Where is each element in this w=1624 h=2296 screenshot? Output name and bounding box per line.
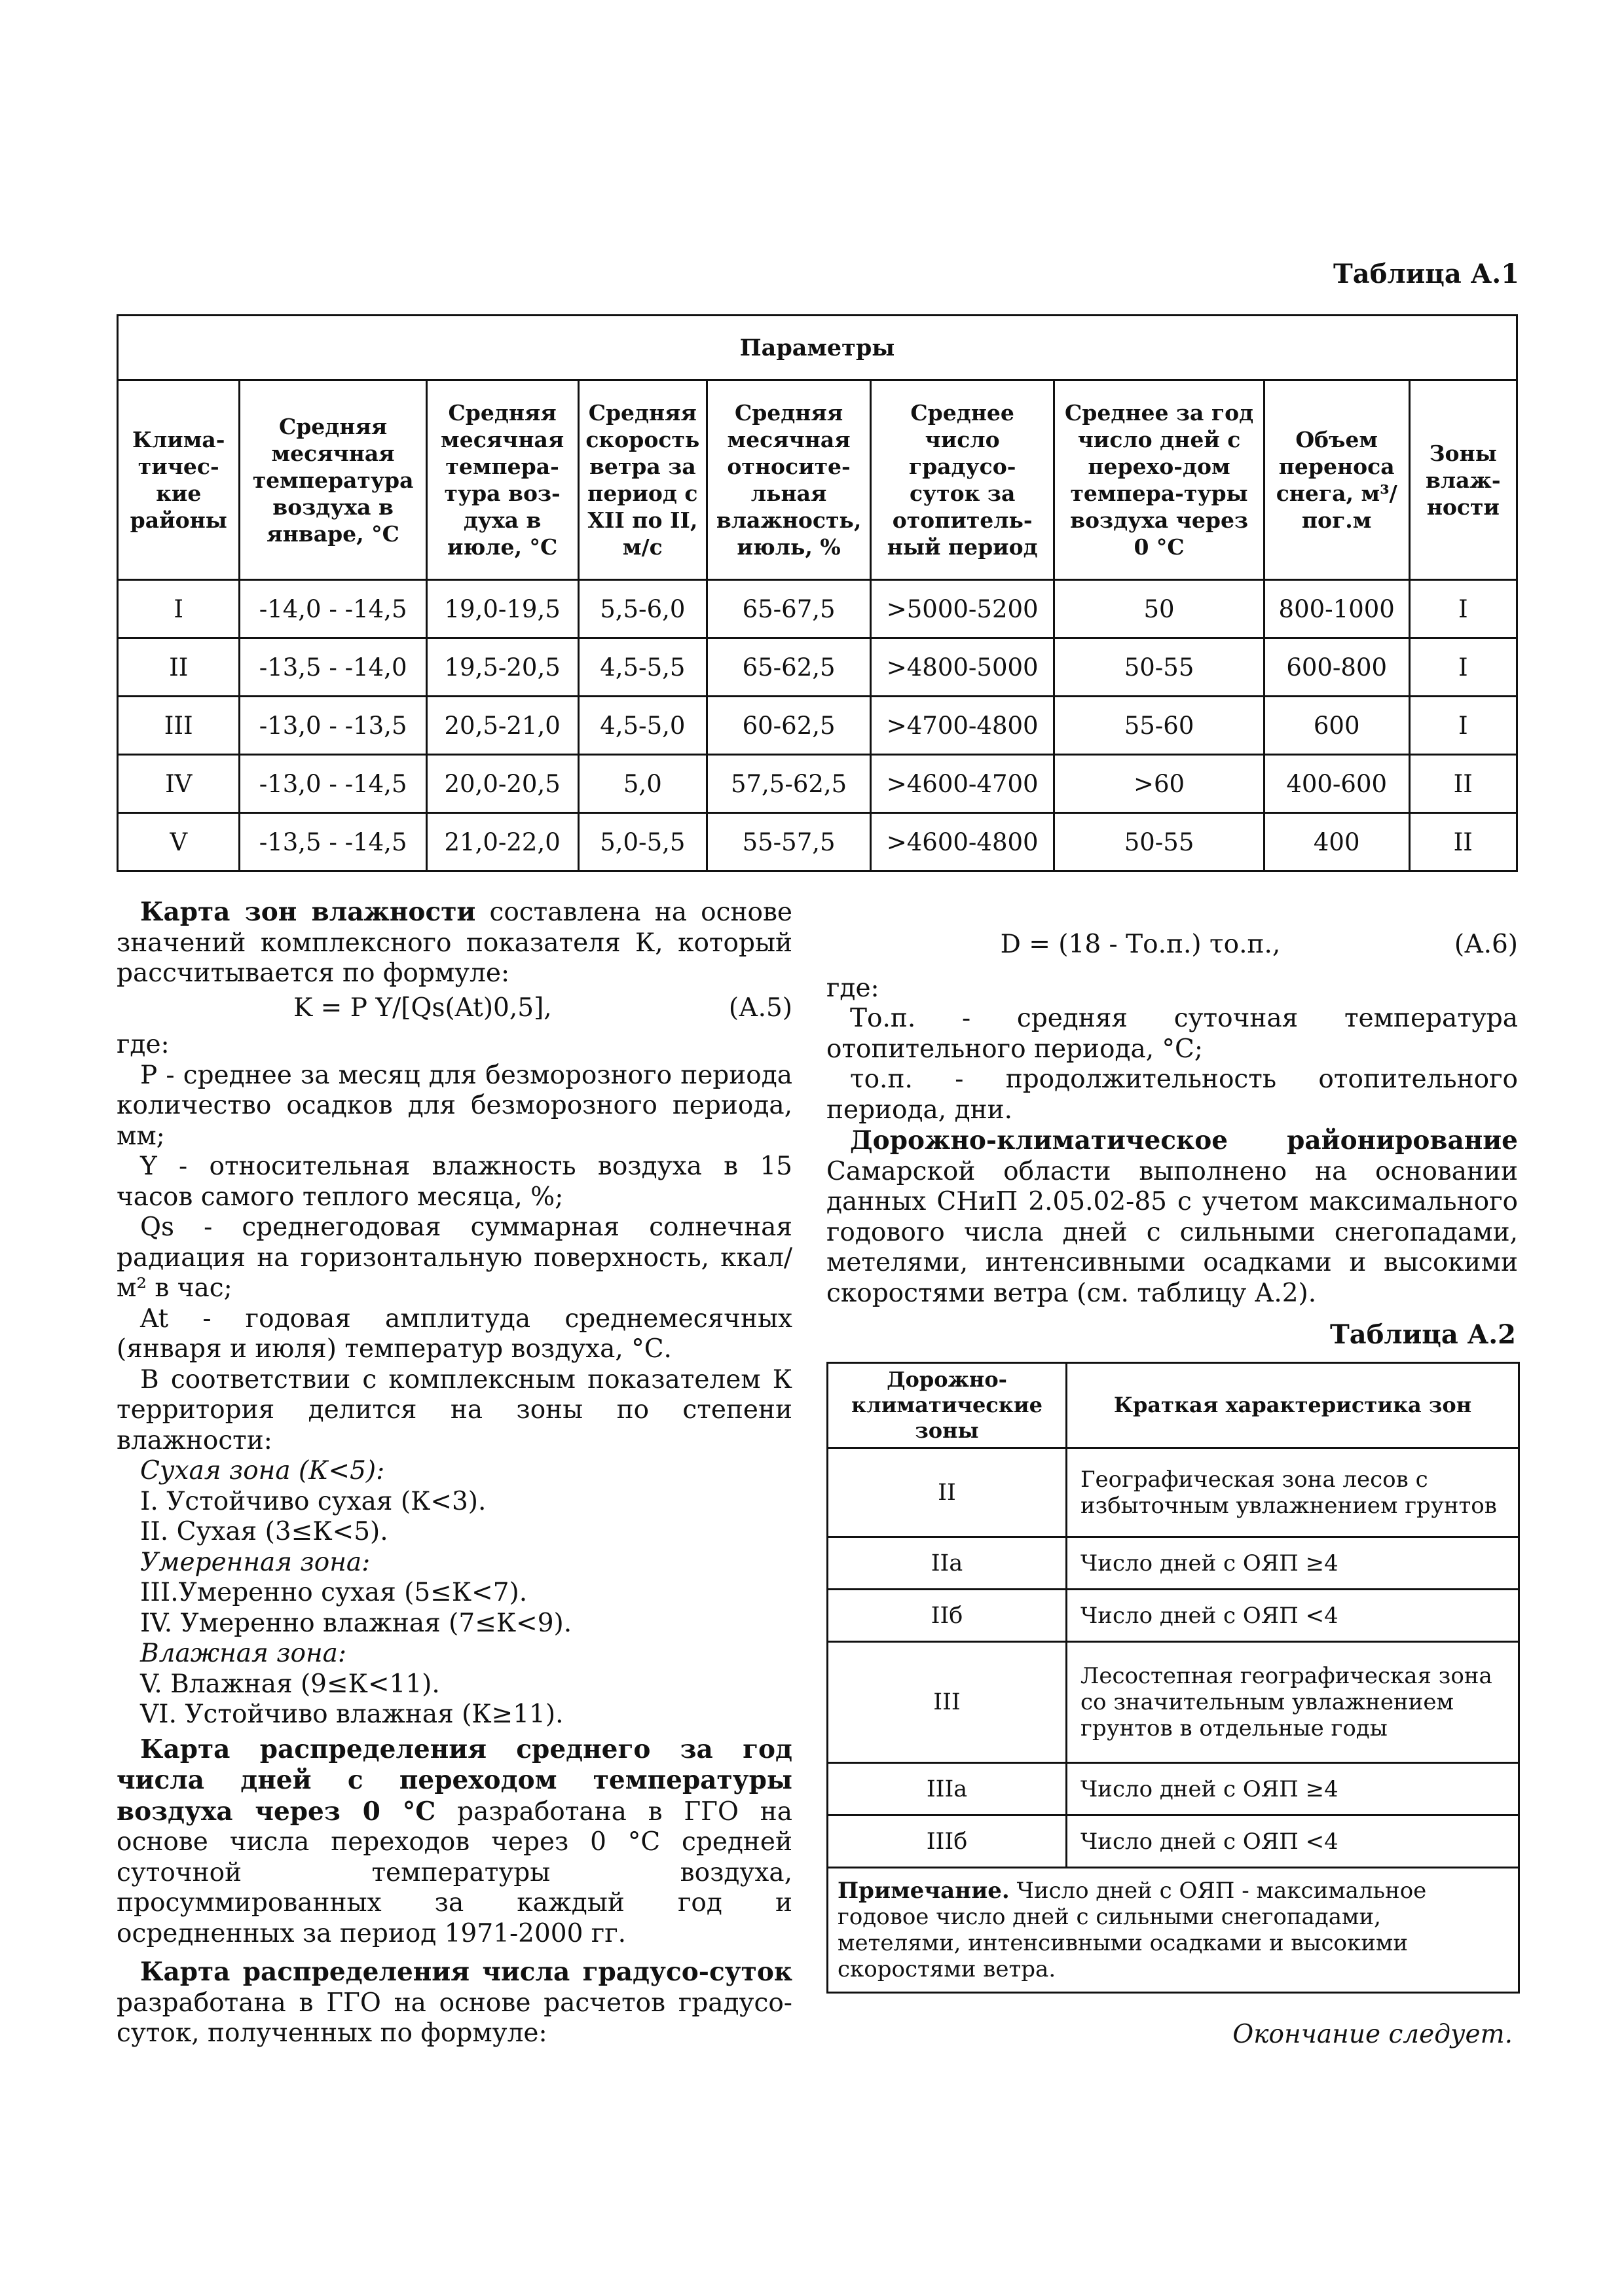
zone-item: III.Умеренно сухая (5≤К<7). <box>140 1578 528 1607</box>
definition: Y - относительная влажность воздуха в 15 часов самого теплого месяца, %; <box>117 1152 792 1212</box>
table-cell: V <box>118 813 240 871</box>
paragraph-degree-days-map <box>117 1957 792 2049</box>
table-row <box>828 1590 1519 1642</box>
definition: Tо.п. - средняя суточная температура отопительного периода, °С; <box>826 1004 1518 1064</box>
table-cell: 50-55 <box>1054 813 1264 871</box>
table-cell: IV <box>118 755 240 813</box>
zone-item: VI. Устойчиво влажная (К≥11). <box>140 1700 564 1729</box>
table-cell: >4800-5000 <box>871 638 1054 697</box>
table-cell: 600-800 <box>1264 638 1409 697</box>
col-header-jul-temp: Средняя месячная темпера-тура воз-духа в июле, °С <box>426 380 578 580</box>
table-cell: IIIа <box>828 1763 1067 1815</box>
col-header-characteristics: Краткая характеристика зон <box>1067 1363 1519 1448</box>
continuation-note: Окончание следует. <box>1232 2020 1513 2049</box>
table-cell: 400-600 <box>1264 755 1409 813</box>
zone-item: IV. Умеренно влажная (7≤К<9). <box>140 1608 572 1638</box>
table-cell: 65-62,5 <box>707 638 871 697</box>
col-header-snow-transfer: Объем переноса снега, м³/пог.м <box>1264 380 1409 580</box>
definition: Qs - среднегодовая суммарная солнечная радиация на горизонтальную поверхность, ккал/м² в час; <box>117 1212 792 1303</box>
formula-a5 <box>117 993 792 1024</box>
table-cell: II <box>118 638 240 697</box>
col-header-jan-temp: Средняя месячная температура воздуха в январе, °С <box>240 380 426 580</box>
zone-item: I. Устойчиво сухая (К<3). <box>140 1486 487 1516</box>
table-cell: 50 <box>1054 580 1264 638</box>
table-cell: I <box>1409 697 1517 755</box>
definition: τо.п. - продолжительность отопительного периода, дни. <box>826 1065 1518 1125</box>
paragraph-text: разработана в ГГО на основе числа переходов через 0 °С средней суточной температуры воздуха, просуммированных за каждый год и осредненных за период 1971-2000 гг. <box>117 1796 792 1948</box>
col-header-zones: Дорожно-климатические зоны <box>828 1363 1067 1448</box>
table-cell: 4,5-5,5 <box>578 638 707 697</box>
table-cell: 5,0 <box>578 755 707 813</box>
col-header-zero-crossings: Среднее за год число дней с перехо-дом темпера-туры воздуха через 0 °С <box>1054 380 1264 580</box>
zone-group-title: Сухая зона (К<5): <box>140 1456 385 1485</box>
bold-lead: Карта распределения числа градусо-суток <box>140 1957 792 1987</box>
paragraph-text: Самарской области выполнено на основании данных СНиП 2.05.02-85 с учетом максимального годового числа дней с сильными снегопадами, метелями, интенсивными осадками и высокими скоростями ветра (см. таблицу А.2). <box>826 1156 1518 1308</box>
table-cell: >60 <box>1054 755 1264 813</box>
table-cell: 4,5-5,0 <box>578 697 707 755</box>
formula-number: (А.5) <box>728 993 792 1023</box>
table-row <box>828 1448 1519 1537</box>
zone-group-title: Влажная зона: <box>140 1639 347 1668</box>
zones-intro: В соответствии с комплексным показателем К территория делится на зоны по степени влажности: <box>117 1364 792 1455</box>
table-cell: I <box>1409 638 1517 697</box>
paragraph-text: составлена на основе значений комплексного показателя К, который рассчитывается по формуле: <box>117 898 792 988</box>
formula-number: (А.6) <box>1454 930 1518 959</box>
table-cell: Число дней с ОЯП ≥4 <box>1067 1537 1519 1590</box>
table-a2 <box>826 1362 1520 1994</box>
table-cell: II <box>828 1448 1067 1537</box>
bold-lead: Карта зон влажности <box>140 897 476 927</box>
where-label: где: <box>826 973 879 1003</box>
params-header: Параметры <box>118 316 1517 380</box>
table-cell: Число дней с ОЯП ≥4 <box>1067 1763 1519 1815</box>
left-column <box>117 897 792 2049</box>
table-cell: Число дней с ОЯП <4 <box>1067 1815 1519 1868</box>
table-row <box>828 1537 1519 1590</box>
table-cell: 65-67,5 <box>707 580 871 638</box>
table-cell: III <box>828 1642 1067 1763</box>
table-cell: 50-55 <box>1054 638 1264 697</box>
table-cell: >4600-4800 <box>871 813 1054 871</box>
table-row <box>118 638 1517 697</box>
table-cell: >4600-4700 <box>871 755 1054 813</box>
table-cell: 55-60 <box>1054 697 1264 755</box>
table-cell: -13,0 - -13,5 <box>240 697 426 755</box>
table-cell: IIб <box>828 1590 1067 1642</box>
paragraph-moisture-map <box>117 897 792 989</box>
zone-item: V. Влажная (9≤К<11). <box>140 1669 440 1699</box>
table-cell: -14,0 - -14,5 <box>240 580 426 638</box>
definition: At - годовая амплитуда среднемесячных (января и июля) температур воздуха, °С. <box>117 1303 792 1364</box>
definition: P - среднее за месяц для безморозного периода количество осадков для безморозного периода, мм; <box>117 1060 792 1151</box>
table-cell: 21,0-22,0 <box>426 813 578 871</box>
right-column <box>826 930 1518 1309</box>
table-cell: IIа <box>828 1537 1067 1590</box>
paragraph-text: разработана в ГГО на основе расчетов градусо-суток, полученных по формуле: <box>117 1988 792 2048</box>
col-header-district: Клима-тичес-кие районы <box>118 380 240 580</box>
zone-item: II. Сухая (3≤К<5). <box>140 1517 388 1546</box>
table-cell: 55-57,5 <box>707 813 871 871</box>
note-label: Примечание. <box>838 1878 1010 1904</box>
formula-text: K = P Y/[Qs(At)0,5], <box>293 993 552 1023</box>
table-cell: Лесостепная географическая зона со значительным увлажнением грунтов в отдельные годы <box>1067 1642 1519 1763</box>
table-cell: 800-1000 <box>1264 580 1409 638</box>
table-cell: Число дней с ОЯП <4 <box>1067 1590 1519 1642</box>
table-row <box>828 1815 1519 1868</box>
table-row <box>118 755 1517 813</box>
table-a2-caption: Таблица А.2 <box>1330 1319 1516 1350</box>
table-cell: III <box>118 697 240 755</box>
table-row <box>118 813 1517 871</box>
table-cell: 20,5-21,0 <box>426 697 578 755</box>
bold-lead: Дорожно-климатическое районирование <box>850 1125 1518 1156</box>
bold-lead: Карта распределения среднего за год числа дней с переходом температуры воздуха через 0 °С <box>117 1734 792 1827</box>
table-a1 <box>117 314 1518 872</box>
table-note-row <box>828 1868 1519 1993</box>
table-cell: II <box>1409 755 1517 813</box>
table-cell: 5,5-6,0 <box>578 580 707 638</box>
col-header-wind: Средняя скорость ветра за период с XII по II, м/с <box>578 380 707 580</box>
table-cell: II <box>1409 813 1517 871</box>
table-cell: IIIб <box>828 1815 1067 1868</box>
table-cell: 20,0-20,5 <box>426 755 578 813</box>
table-cell: 400 <box>1264 813 1409 871</box>
table-note <box>828 1868 1519 1993</box>
col-header-moisture-zone: Зоны влаж-ности <box>1409 380 1517 580</box>
table-cell: >4700-4800 <box>871 697 1054 755</box>
col-header-degree-days: Среднее число градусо-суток за отопитель-ный период <box>871 380 1054 580</box>
table-cell: Географическая зона лесов с избыточным увлажнением грунтов <box>1067 1448 1519 1537</box>
table-cell: 57,5-62,5 <box>707 755 871 813</box>
col-header-humidity: Средняя месячная относите-льная влажность, июль, % <box>707 380 871 580</box>
table-cell: 5,0-5,5 <box>578 813 707 871</box>
table-cell: -13,5 - -14,5 <box>240 813 426 871</box>
paragraph-road-climate <box>826 1125 1518 1309</box>
table-row <box>828 1763 1519 1815</box>
table-cell: 600 <box>1264 697 1409 755</box>
formula-text: D = (18 - Tо.п.) τо.п., <box>1000 930 1281 959</box>
note-text: Число дней с ОЯП - максимальное годовое число дней с сильными снегопадами, метелями, интенсивными осадками и высокими скоростями ветра. <box>838 1878 1427 1982</box>
table-row <box>828 1642 1519 1763</box>
table-cell: 60-62,5 <box>707 697 871 755</box>
table-a1-caption: Таблица А.1 <box>1333 259 1519 289</box>
table-cell: I <box>118 580 240 638</box>
table-cell: 19,5-20,5 <box>426 638 578 697</box>
table-row <box>118 697 1517 755</box>
zone-group-title: Умеренная зона: <box>140 1547 371 1577</box>
table-row <box>118 580 1517 638</box>
table-cell: -13,0 - -14,5 <box>240 755 426 813</box>
table-cell: -13,5 - -14,0 <box>240 638 426 697</box>
table-cell: 19,0-19,5 <box>426 580 578 638</box>
table-cell: I <box>1409 580 1517 638</box>
formula-a6 <box>826 930 1518 960</box>
table-cell: >5000-5200 <box>871 580 1054 638</box>
where-label: где: <box>117 1030 170 1059</box>
paragraph-zero-crossing-map <box>117 1734 792 1950</box>
